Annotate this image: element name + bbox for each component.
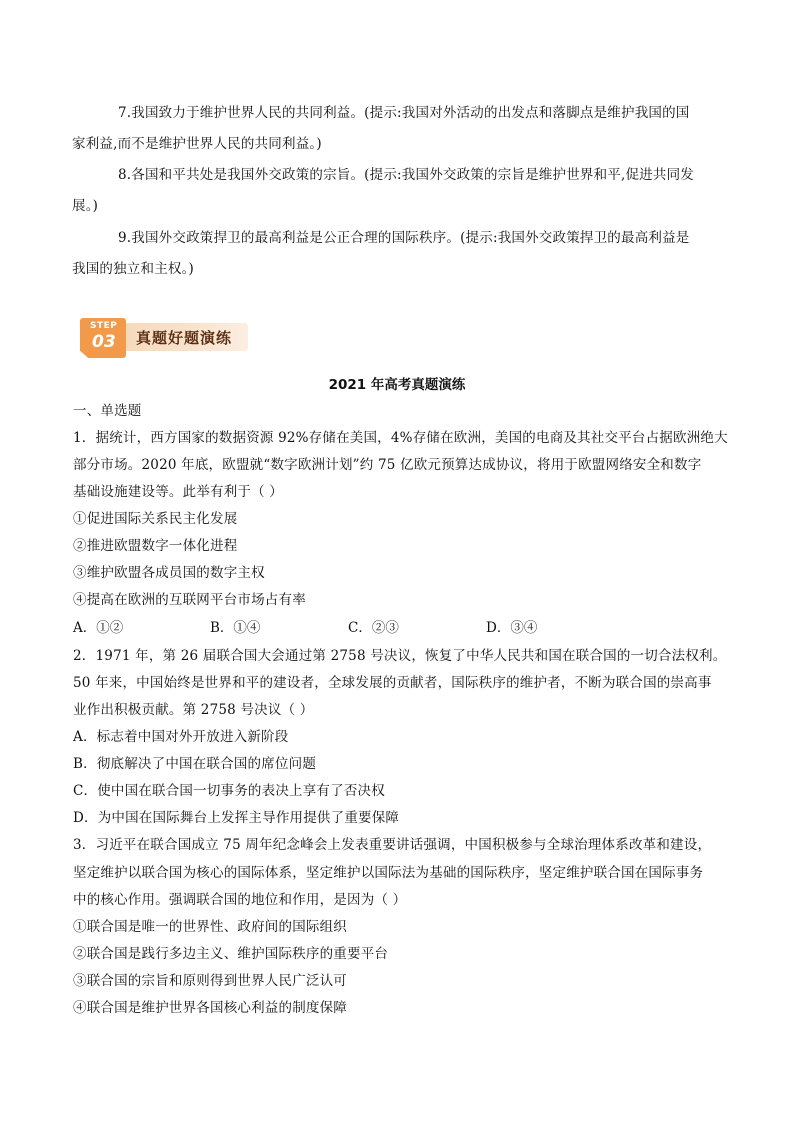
review-item-9: 9.我国外交政策捍卫的最高利益是公正合理的国际秩序。(提示:我国外交政策捍卫的最高利益是 [118, 230, 690, 246]
q2-option-c[interactable]: C．使中国在联合国一切事务的表决上享有了否决权 [73, 783, 385, 799]
q2-line-2: 50 年来，中国始终是世界和平的建设者，全球发展的贡献者，国际秩序的维护者，不断为联合国的崇高事 [73, 675, 712, 691]
q1-option-b[interactable]: B．①④ [210, 620, 261, 636]
step-title: 真题好题演练 [136, 329, 233, 347]
q1-line-2: 部分市场。2020 年底，欧盟就“数字欧洲计划”约 75 亿欧元预算达成协议，将用于欧盟网络安全和数字 [73, 457, 702, 473]
q1-option-c[interactable]: C．②③ [348, 620, 399, 636]
q3-statement-1: ①联合国是唯一的世界性、政府间的国际组织 [73, 919, 347, 935]
q3-statement-3: ③联合国的宗旨和原则得到世界人民广泛认可 [73, 973, 347, 989]
review-item-8-cont: 展。) [72, 198, 99, 214]
q1-statement-2: ②推进欧盟数字一体化进程 [73, 538, 238, 554]
step-label: STEP [90, 321, 118, 331]
review-item-7: 7.我国致力于维护世界人民的共同利益。(提示:我国对外活动的出发点和落脚点是维护我国的国 [118, 105, 690, 121]
q3-line-3: 中的核心作用。强调联合国的地位和作用，是因为（ ） [73, 892, 407, 908]
q2-line-1: 2．1971 年，第 26 届联合国大会通过第 2758 号决议，恢复了中华人民共和国在联合国的一切合法权利。 [73, 648, 727, 664]
step-number: 03 [92, 332, 116, 352]
q1-option-d[interactable]: D．③④ [486, 620, 538, 636]
q3-statement-2: ②联合国是践行多边主义、维护国际秩序的重要平台 [73, 946, 389, 962]
q2-option-a[interactable]: A．标志着中国对外开放进入新阶段 [73, 729, 289, 745]
review-item-7-cont: 家利益,而不是维护世界人民的共同利益。) [72, 136, 322, 152]
section-title: 2021 年高考真题演练 [328, 377, 466, 393]
q2-line-3: 业作出积极贡献。第 2758 号决议（ ） [73, 702, 314, 718]
q1-statement-1: ①促进国际关系民主化发展 [73, 511, 238, 527]
q1-line-3: 基础设施建设等。此举有利于（ ） [73, 484, 283, 500]
q1-line-1: 1．据统计，西方国家的数据资源 92%存储在美国，4%存储在欧洲，美国的电商及其社交平台占据欧洲绝大 [73, 430, 728, 446]
q3-line-2: 坚定维护以联合国为核心的国际体系，坚定维护以国际法为基础的国际秩序，坚定维护联合国在国际事务 [73, 865, 704, 881]
q2-option-d[interactable]: D．为中国在国际舞台上发挥主导作用提供了重要保障 [73, 810, 400, 826]
part-heading: 一、单选题 [73, 403, 142, 419]
q1-statement-3: ③维护欧盟各成员国的数字主权 [73, 565, 265, 581]
step-badge [80, 318, 248, 358]
q3-statement-4: ④联合国是维护世界各国核心利益的制度保障 [73, 1000, 347, 1016]
q2-option-b[interactable]: B．彻底解决了中国在联合国的席位问题 [73, 756, 317, 772]
review-item-8: 8.各国和平共处是我国外交政策的宗旨。(提示:我国外交政策的宗旨是维护世界和平,促进共同发 [118, 167, 694, 183]
q1-option-a[interactable]: A．①② [73, 620, 124, 636]
review-item-9-cont: 我国的独立和主权。) [72, 261, 195, 277]
q1-statement-4: ④提高在欧洲的互联网平台市场占有率 [73, 592, 306, 608]
q3-line-1: 3．习近平在联合国成立 75 周年纪念峰会上发表重要讲话强调，中国积极参与全球治理体系改革和建设， [73, 837, 712, 853]
